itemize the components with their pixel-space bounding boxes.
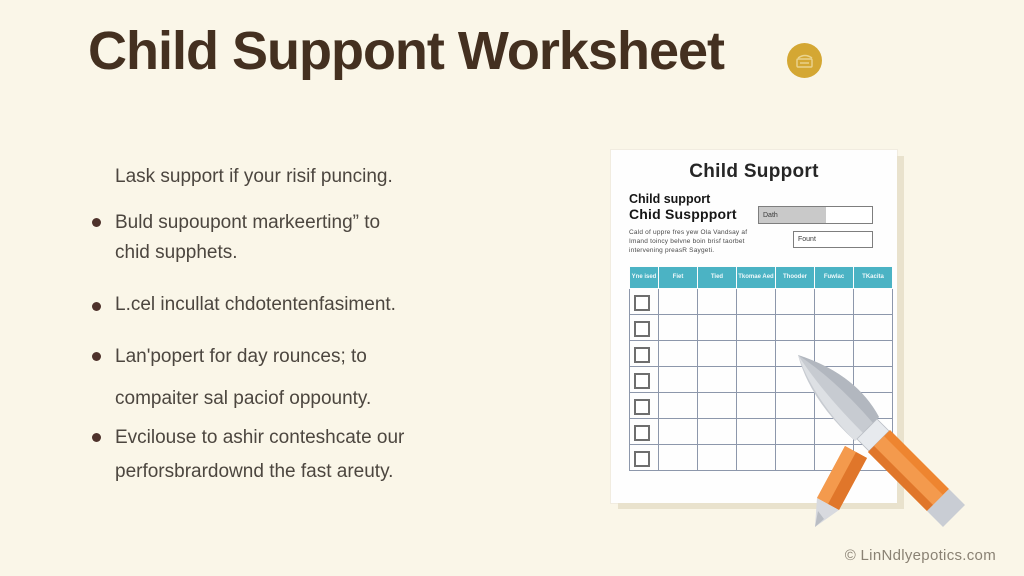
- worksheet-table: [629, 266, 893, 471]
- table-cell: [630, 315, 659, 341]
- table-cell: [659, 393, 698, 419]
- table-cell: [854, 393, 893, 419]
- table-cell: [737, 445, 776, 471]
- table-cell: [815, 289, 854, 315]
- worksheet-title: Child Support: [689, 161, 819, 182]
- table-cell: [776, 289, 815, 315]
- worksheet-subtitle-1: Child support: [629, 192, 711, 206]
- table-cell: [698, 289, 737, 315]
- bullet-line: Evcilouse to ashir conteshcate our: [115, 427, 405, 448]
- checkbox: [634, 321, 650, 337]
- table-cell: [659, 367, 698, 393]
- table-row: [630, 419, 893, 445]
- list-item: [115, 292, 495, 318]
- table-cell: [698, 393, 737, 419]
- table-cell: [854, 419, 893, 445]
- checkbox: [634, 425, 650, 441]
- description-line: Cald of uppre fres yew Ola Vandsay af: [629, 229, 748, 236]
- worksheet-description: [629, 228, 755, 255]
- table-cell: [659, 315, 698, 341]
- table-cell: [659, 445, 698, 471]
- table-cell: [815, 315, 854, 341]
- table-cell: [854, 367, 893, 393]
- table-cell: [776, 393, 815, 419]
- bullet-line: Lask support if your risif puncing.: [115, 166, 393, 187]
- table-cell: [854, 315, 893, 341]
- table-cell: [630, 341, 659, 367]
- table-cell: [776, 419, 815, 445]
- checkbox: [634, 373, 650, 389]
- table-header-cell: Fuwlac: [815, 267, 854, 289]
- table-row: [630, 367, 893, 393]
- table-cell: [854, 289, 893, 315]
- table-cell: [630, 289, 659, 315]
- table-cell: [815, 445, 854, 471]
- table-header-cell: Tkomae Aed: [737, 267, 776, 289]
- checkbox: [634, 347, 650, 363]
- table-cell: [698, 367, 737, 393]
- table-row: [630, 341, 893, 367]
- table-cell: [630, 445, 659, 471]
- table-cell: [737, 367, 776, 393]
- table-cell: [737, 289, 776, 315]
- table-header-cell: TKacita: [854, 267, 893, 289]
- bullet-dot-icon: [92, 433, 101, 442]
- table-cell: [854, 341, 893, 367]
- worksheet-subtitles: [629, 192, 737, 222]
- table-header-row: [630, 267, 893, 289]
- table-cell: [815, 341, 854, 367]
- description-line: Imand toincy belvne boin brisf taorbet: [629, 238, 745, 245]
- bullet-line: Buld supoupont markeerting” to: [115, 212, 381, 233]
- table-row: [630, 289, 893, 315]
- bullet-line: L.cel incullat chdotentenfasiment.: [115, 294, 396, 315]
- table-cell: [698, 341, 737, 367]
- bullet-line: perforsbrardownd the fast areuty.: [115, 461, 394, 482]
- table-row: [630, 445, 893, 471]
- coin-glyph-icon: [795, 53, 815, 69]
- bullet-dot-icon: [92, 218, 101, 227]
- table-cell: [815, 367, 854, 393]
- table-cell: [854, 445, 893, 471]
- bullet-line: compaiter sal paciof oppounty.: [115, 388, 372, 409]
- table-cell: [630, 393, 659, 419]
- checkbox: [634, 399, 650, 415]
- bullet-line: Lan'popert for day rounces; to: [115, 346, 367, 367]
- table-header-cell: Yne ised: [630, 267, 659, 289]
- table-header-cell: Thooder: [776, 267, 815, 289]
- worksheet-field-1-value: Dath: [759, 207, 826, 223]
- table-cell: [737, 419, 776, 445]
- table-cell: [737, 393, 776, 419]
- table-row: [630, 393, 893, 419]
- table-header-cell: Tied: [698, 267, 737, 289]
- table-cell: [659, 289, 698, 315]
- table-cell: [630, 419, 659, 445]
- bullet-dot-icon: [92, 352, 101, 361]
- table-cell: [776, 315, 815, 341]
- checkbox: [634, 295, 650, 311]
- bullet-line: chid supphets.: [115, 242, 238, 263]
- table-cell: [776, 367, 815, 393]
- watermark-text: © LinNdlyepotics.com: [844, 547, 996, 564]
- bullet-dot-icon: [92, 302, 101, 311]
- table-cell: [776, 445, 815, 471]
- list-item: [115, 208, 495, 268]
- worksheet-subtitle-2: Chid Susppport: [629, 206, 737, 222]
- coin-icon: [787, 43, 822, 78]
- table-header-cell: Fiet: [659, 267, 698, 289]
- table-cell: [737, 315, 776, 341]
- table-cell: [659, 341, 698, 367]
- table-cell: [776, 341, 815, 367]
- description-line: intervening preasR Saygeti.: [629, 247, 715, 254]
- list-item: [115, 336, 495, 420]
- worksheet-paper: [611, 150, 897, 503]
- checkbox: [634, 451, 650, 467]
- table-cell: [630, 367, 659, 393]
- page-title: Child Suppont Worksheet: [88, 21, 724, 81]
- worksheet-field-1: [758, 206, 873, 224]
- list-item: [115, 421, 495, 489]
- worksheet-field-2: Fount: [793, 231, 873, 248]
- table-cell: [698, 315, 737, 341]
- table-row: [630, 315, 893, 341]
- table-cell: [659, 419, 698, 445]
- table-cell: [698, 419, 737, 445]
- list-item: [115, 164, 495, 190]
- table-cell: [815, 393, 854, 419]
- table-cell: [698, 445, 737, 471]
- table-cell: [737, 341, 776, 367]
- table-cell: [815, 419, 854, 445]
